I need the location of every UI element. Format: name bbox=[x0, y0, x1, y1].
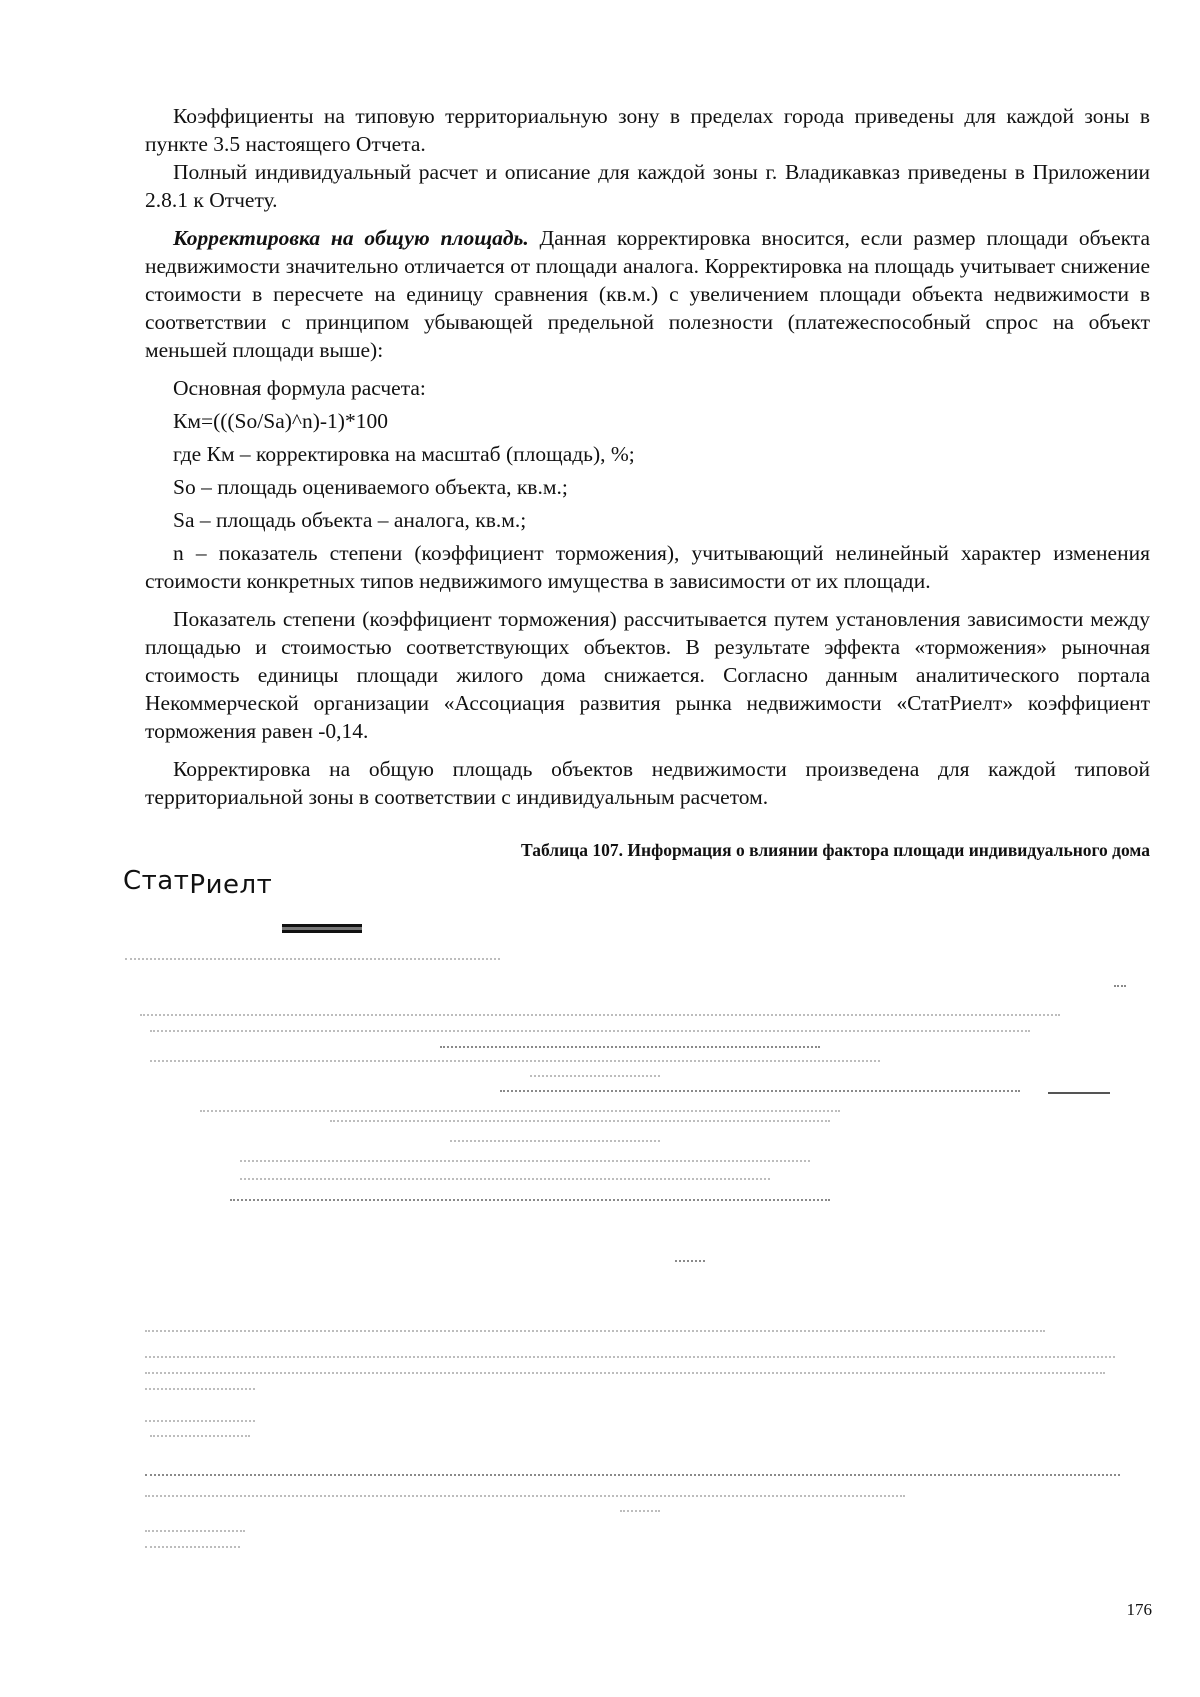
faded-mark bbox=[675, 1260, 705, 1264]
faded-text-line bbox=[440, 1046, 820, 1050]
formula-intro: Основная формула расчета: bbox=[173, 376, 426, 400]
paragraph-zone-coefficients: Коэффициенты на типовую территориальную зону в пределах города приведены для каждой зоны в пункте 3.5 настоящего Отчета. bbox=[145, 104, 1150, 156]
faded-text-line bbox=[145, 1330, 1045, 1334]
paragraph-full-calculation: Полный индивидуальный расчет и описание для каждой зоны г. Владикавказ приведены в Приложении 2.8.1 к Отчету. bbox=[145, 160, 1150, 212]
faded-text-line bbox=[140, 1014, 1060, 1018]
faded-text-line bbox=[145, 1495, 905, 1499]
faded-text-line bbox=[240, 1178, 770, 1182]
faded-text-line bbox=[230, 1199, 830, 1203]
faded-text-line bbox=[145, 1474, 1120, 1478]
area-adjustment-heading: Корректировка на общую площадь. bbox=[173, 226, 529, 250]
faded-text-line bbox=[145, 1388, 255, 1392]
formula: Км=(((So/Sa)^n)-1)*100 bbox=[173, 409, 388, 433]
paragraph-adjustment-result: Корректировка на общую площадь объектов недвижимости произведена для каждой типовой территориальной зоны в соответствии с индивидуальным расчетом. bbox=[145, 757, 1150, 809]
area-adjustment-body: Данная корректировка вносится, если размер площади объекта недвижимости значительно отличается от площади аналога. Корректировка на площадь учитывает снижение стоимости в пересчете на единицу сравнения (кв.м.) с увеличением площади объекта недвижимости в соответствии с принципом убывающей предельной полезности (платежеспособный спрос на объект меньшей площади выше): bbox=[145, 226, 1150, 362]
table-caption: Таблица 107. Информация о влиянии фактора площади индивидуального дома bbox=[520, 840, 1150, 860]
faded-mark bbox=[1048, 1092, 1110, 1096]
faded-text-line bbox=[150, 1030, 1030, 1034]
faded-text-line bbox=[145, 1372, 1105, 1376]
definition-n: n – показатель степени (коэффициент торможения), учитывающий нелинейный характер изменения стоимости конкретных типов недвижимого имущества в зависимости от их площади. bbox=[145, 541, 1150, 593]
logo-part-1: Стат bbox=[123, 866, 190, 896]
faded-text-line bbox=[500, 1090, 1020, 1094]
definition-km: где Км – корректировка на масштаб (площадь), %; bbox=[173, 442, 635, 466]
faded-text-line bbox=[620, 1510, 660, 1514]
faded-text-line bbox=[150, 1060, 880, 1064]
page-number: 176 bbox=[1126, 1600, 1152, 1619]
paragraph-braking-coefficient: Показатель степени (коэффициент торможения) рассчитывается путем установления зависимости между площадью и стоимостью соответствующих объектов. В результате эффекта «торможения» рыночная стоимость единицы площади жилого дома снижается. Согласно данным аналитического портала Некоммерческой организации «Ассоциация развития рынка недвижимости «СтатРиелт» коэффициент торможения равен -0,14. bbox=[145, 607, 1150, 743]
faded-text-line bbox=[145, 1420, 255, 1424]
faded-text-line bbox=[530, 1075, 660, 1079]
faded-mark bbox=[1114, 985, 1126, 989]
faded-text-line bbox=[125, 958, 500, 962]
faded-text-line bbox=[330, 1120, 830, 1124]
definition-so: So – площадь оцениваемого объекта, кв.м.; bbox=[173, 475, 568, 499]
faded-text-line bbox=[450, 1140, 660, 1144]
definition-sa: Sa – площадь объекта – аналога, кв.м.; bbox=[173, 508, 527, 532]
faded-text-line bbox=[200, 1110, 840, 1114]
faded-text-line bbox=[145, 1546, 240, 1550]
faded-text-line bbox=[150, 1435, 250, 1439]
faded-text-line bbox=[240, 1160, 810, 1164]
logo-part-2: Риелт bbox=[189, 870, 273, 900]
faded-text-line bbox=[145, 1356, 1115, 1360]
faded-text-line bbox=[145, 1530, 245, 1534]
